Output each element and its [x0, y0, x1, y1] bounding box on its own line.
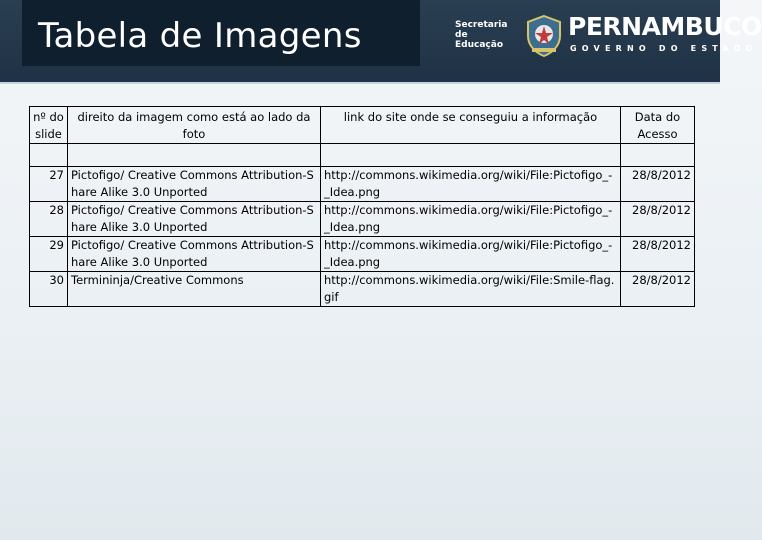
- access-date-cell: 28/8/2012: [621, 202, 695, 237]
- state-crest-icon: [524, 14, 564, 58]
- spacer-cell: [30, 144, 68, 167]
- image-rights-cell: Pictofigo/ Creative Commons Attribution-Share Alike 3.0 Unported: [68, 237, 321, 272]
- slide-number-cell: 27: [30, 167, 68, 202]
- images-table: [29, 106, 695, 307]
- site-link-cell[interactable]: http://commons.wikimedia.org/wiki/File:Smile-flag.gif: [321, 272, 621, 307]
- image-rights-cell: Pictofigo/ Creative Commons Attribution-Share Alike 3.0 Unported: [68, 202, 321, 237]
- slide-number-cell: 28: [30, 202, 68, 237]
- slide-header: [0, 0, 762, 84]
- image-rights-cell: Pictofigo/ Creative Commons Attribution-Share Alike 3.0 Unported: [68, 167, 321, 202]
- table-row: [30, 202, 695, 237]
- header-image-rights: direito da imagem como está ao lado da foto: [68, 107, 321, 144]
- slide-title: Tabela de Imagens: [38, 16, 362, 56]
- table-header-row: [30, 107, 695, 144]
- spacer-cell: [621, 144, 695, 167]
- slide-number-cell: 30: [30, 272, 68, 307]
- table-row: [30, 237, 695, 272]
- pernambuco-logo-text: PERNAMBUCO: [568, 12, 762, 41]
- secretaria-line-1: Secretaria de: [455, 20, 508, 40]
- slide-number-cell: 29: [30, 237, 68, 272]
- site-link-cell[interactable]: http://commons.wikimedia.org/wiki/File:Pictofigo_-_Idea.png: [321, 167, 621, 202]
- access-date-cell: 28/8/2012: [621, 167, 695, 202]
- header-slide-number: nº do slide: [30, 107, 68, 144]
- site-link-cell[interactable]: http://commons.wikimedia.org/wiki/File:Pictofigo_-_Idea.png: [321, 202, 621, 237]
- secretaria-label: [455, 20, 517, 50]
- header-access-date: Data do Acesso: [621, 107, 695, 144]
- table-row: [30, 167, 695, 202]
- image-rights-cell: Termininja/Creative Commons: [68, 272, 321, 307]
- secretaria-line-2: Educação: [455, 40, 503, 50]
- access-date-cell: 28/8/2012: [621, 237, 695, 272]
- spacer-cell: [68, 144, 321, 167]
- governo-do-estado-text: GOVERNO DO ESTADO: [570, 44, 758, 53]
- access-date-cell: 28/8/2012: [621, 272, 695, 307]
- site-link-cell[interactable]: http://commons.wikimedia.org/wiki/File:Pictofigo_-_Idea.png: [321, 237, 621, 272]
- header-site-link: link do site onde se conseguiu a informação: [321, 107, 621, 144]
- table-spacer-row: [30, 144, 695, 167]
- spacer-cell: [321, 144, 621, 167]
- table-row: [30, 272, 695, 307]
